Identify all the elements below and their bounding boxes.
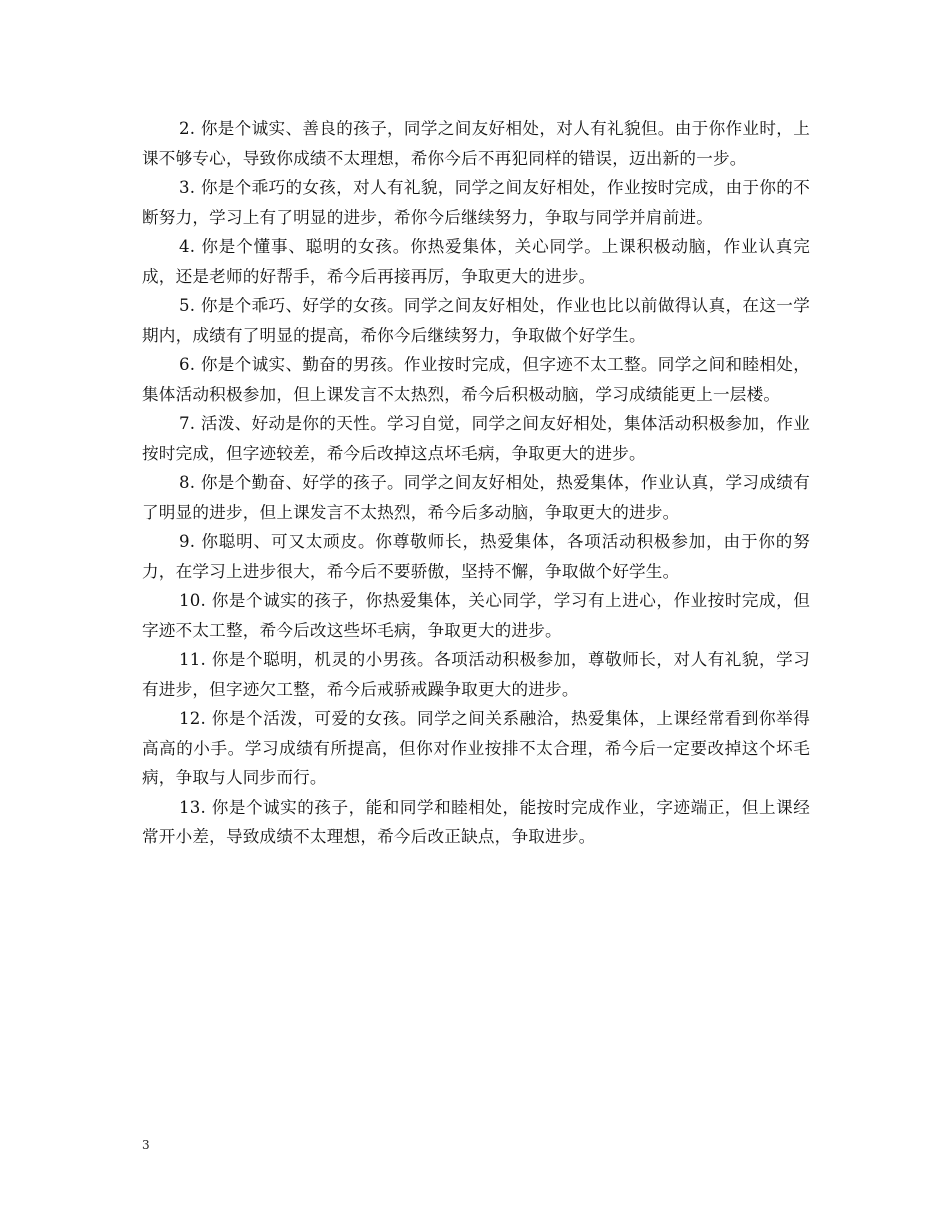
paragraph: 2. 你是个诚实、善良的孩子，同学之间友好相处，对人有礼貌但。由于你作业时，上课不够专心，导致你成绩不太理想，希你今后不再犯同样的错误，迈出新的一步。	[142, 119, 810, 168]
document-body	[142, 114, 810, 852]
paragraph: 7. 活泼、好动是你的天性。学习自觉，同学之间友好相处，集体活动积极参加，作业按时完成，但字迹较差，希今后改掉这点坏毛病，争取更大的进步。	[142, 414, 810, 463]
paragraph: 4. 你是个懂事、聪明的女孩。你热爱集体，关心同学。上课积极动脑，作业认真完成，还是老师的好帮手，希今后再接再厉，争取更大的进步。	[142, 237, 810, 286]
paragraph: 9. 你聪明、可又太顽皮。你尊敬师长，热爱集体，各项活动积极参加，由于你的努力，在学习上进步很大，希今后不要骄傲，坚持不懈，争取做个好学生。	[142, 532, 810, 581]
paragraph: 10. 你是个诚实的孩子，你热爱集体，关心同学，学习有上进心，作业按时完成，但字迹不太工整，希今后改这些坏毛病，争取更大的进步。	[142, 591, 810, 640]
paragraph: 11. 你是个聪明，机灵的小男孩。各项活动积极参加，尊敬师长，对人有礼貌，学习有进步，但字迹欠工整，希今后戒骄戒躁争取更大的进步。	[142, 650, 810, 699]
paragraph: 6. 你是个诚实、勤奋的男孩。作业按时完成，但字迹不太工整。同学之间和睦相处，集体活动积极参加，但上课发言不太热烈，希今后积极动脑，学习成绩能更上一层楼。	[142, 355, 810, 404]
paragraph: 12. 你是个活泼，可爱的女孩。同学之间关系融洽，热爱集体，上课经常看到你举得高高的小手。学习成绩有所提高，但你对作业按排不太合理，希今后一定要改掉这个坏毛病，争取与人同步而行。	[142, 709, 810, 787]
paragraph: 5. 你是个乖巧、好学的女孩。同学之间友好相处，作业也比以前做得认真，在这一学期内，成绩有了明显的提高，希你今后继续努力，争取做个好学生。	[142, 296, 810, 345]
page-number: 3	[142, 1138, 150, 1152]
paragraph: 3. 你是个乖巧的女孩，对人有礼貌，同学之间友好相处，作业按时完成，由于你的不断努力，学习上有了明显的进步，希你今后继续努力，争取与同学并肩前进。	[142, 178, 810, 227]
paragraph: 13. 你是个诚实的孩子，能和同学和睦相处，能按时完成作业，字迹端正，但上课经常开小差，导致成绩不太理想，希今后改正缺点，争取进步。	[142, 797, 810, 846]
paragraph: 8. 你是个勤奋、好学的孩子。同学之间友好相处，热爱集体，作业认真，学习成绩有了明显的进步，但上课发言不太热烈，希今后多动脑，争取更大的进步。	[142, 473, 810, 522]
